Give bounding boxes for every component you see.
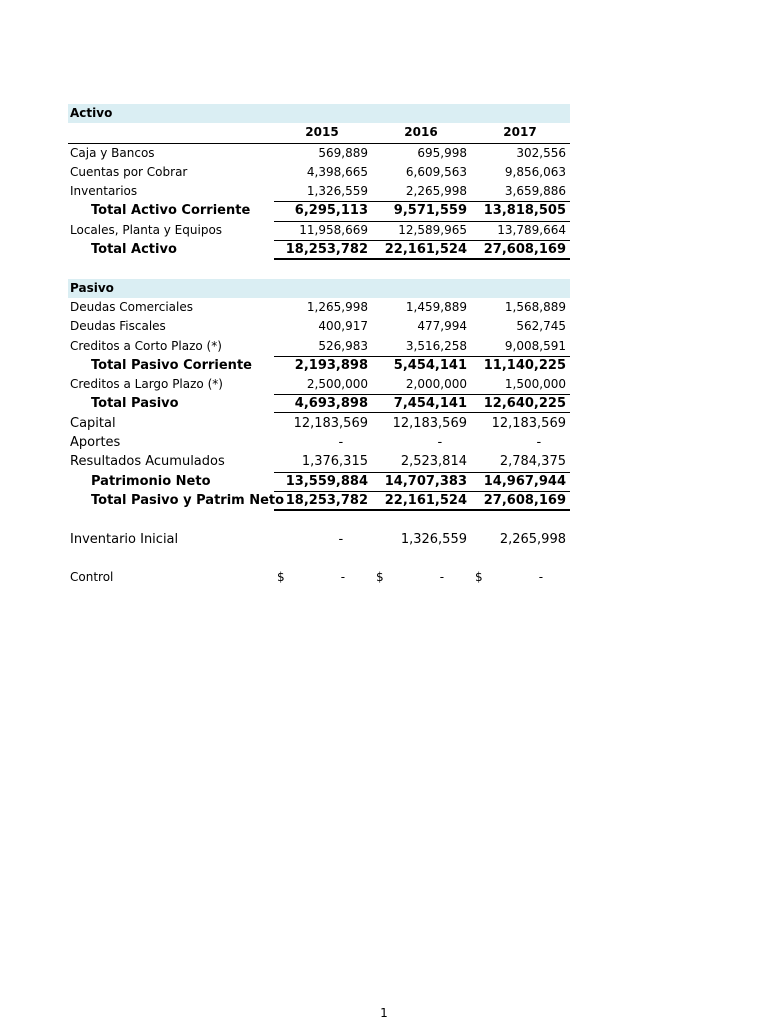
cell-2015: 1,326,559 [306, 184, 368, 199]
cell-2015: 18,253,782 [285, 242, 368, 258]
cell-2015: 12,183,569 [293, 415, 368, 431]
table-row-control [68, 568, 570, 587]
section-header-activo [68, 104, 570, 123]
table-row-total-activo-corriente [68, 201, 570, 220]
section-header-pasivo [68, 279, 570, 298]
table-row-total-activo [68, 240, 570, 259]
row-label: Deudas Comerciales [70, 299, 193, 314]
cell-2017: 13,818,505 [483, 203, 566, 219]
cell-2017: 3,659,886 [504, 184, 566, 199]
cell-2016: 14,707,383 [384, 473, 467, 489]
table-row-aportes [68, 433, 570, 452]
cell-2017: 12,183,569 [491, 415, 566, 431]
table-row-inventarios [68, 182, 570, 201]
row-label: Locales, Planta y Equipos [70, 222, 223, 237]
dash: - [437, 435, 443, 451]
table-row-inventario-inicial [68, 530, 570, 549]
row-label: Creditos a Corto Plazo (*) [70, 338, 222, 353]
cell-2017: 12,640,225 [483, 396, 566, 412]
cell-2015: 2,193,898 [294, 357, 368, 373]
year-2017: 2017 [503, 125, 537, 140]
row-label: Deudas Fiscales [70, 319, 166, 334]
cell-2015: 400,917 [318, 319, 368, 334]
table-row-cuentas-cobrar [68, 163, 570, 182]
cell-2015: 526,983 [318, 338, 368, 353]
cell-2016: 1,459,889 [405, 299, 467, 314]
table-row-total-pasivo [68, 394, 570, 413]
cell-2015: 4,398,665 [306, 164, 368, 179]
cell-2016: 2,265,998 [405, 184, 467, 199]
table-row-resultados-acumulados [68, 452, 570, 471]
row-label: Capital [70, 415, 116, 431]
table-row-locales-planta [68, 221, 570, 240]
row-label: Total Pasivo [91, 396, 179, 412]
cell-2017 [470, 433, 566, 452]
cell-2017: 9,856,063 [504, 164, 566, 179]
table-row-total-pasivo-patrim [68, 491, 570, 510]
year-2016: 2016 [404, 125, 438, 140]
cell-2017: 14,967,944 [483, 473, 566, 489]
cell-2015: 4,693,898 [294, 396, 368, 412]
cell-2016: 22,161,524 [384, 242, 467, 258]
dash: - [338, 531, 344, 547]
cell-2016: 9,571,559 [393, 203, 467, 219]
cell-2017: 9,008,591 [504, 338, 566, 353]
cell-2016: 5,454,141 [393, 357, 467, 373]
cell-2016 [371, 568, 467, 587]
year-header-row [68, 123, 570, 143]
cell-2017: 11,140,225 [483, 357, 566, 373]
cell-2015: 2,500,000 [306, 377, 368, 392]
row-label: Patrimonio Neto [91, 473, 211, 489]
cell-2016 [371, 433, 467, 452]
dash: - [340, 570, 346, 585]
cell-2017 [470, 568, 566, 587]
cell-2015: 18,253,782 [285, 492, 368, 508]
cell-2015: 569,889 [318, 145, 368, 160]
dash: - [439, 570, 445, 585]
row-label: Control [70, 570, 114, 585]
section-title: Pasivo [70, 280, 114, 295]
table-row-total-pasivo-corriente [68, 356, 570, 375]
dash: - [538, 570, 544, 585]
cell-2016: 22,161,524 [384, 492, 467, 508]
cell-2015: 11,958,669 [299, 222, 368, 237]
cell-2017: 27,608,169 [483, 492, 566, 508]
cell-2016: 695,998 [417, 145, 467, 160]
row-label: Resultados Acumulados [70, 454, 225, 470]
table-row-capital [68, 414, 570, 433]
balance-sheet [68, 104, 570, 587]
cell-2016: 2,000,000 [405, 377, 467, 392]
cell-2017: 13,789,664 [497, 222, 566, 237]
table-row-creditos-corto-plazo [68, 337, 570, 356]
row-label: Cuentas por Cobrar [70, 164, 188, 179]
row-label: Aportes [70, 435, 121, 451]
page-number: 1 [380, 1006, 388, 1020]
spacer [68, 259, 570, 278]
cell-2017: 2,784,375 [499, 454, 566, 470]
spacer [68, 510, 570, 529]
cell-2017: 27,608,169 [483, 242, 566, 258]
row-label: Inventarios [70, 184, 138, 199]
cell-2015: 13,559,884 [285, 473, 368, 489]
cell-2016: 477,994 [417, 319, 467, 334]
cell-2017: 2,265,998 [499, 531, 566, 547]
table-row-patrimonio-neto [68, 472, 570, 491]
year-2015: 2015 [305, 125, 339, 140]
table-row-deudas-comerciales [68, 298, 570, 317]
row-label: Total Activo Corriente [91, 203, 251, 219]
row-label: Inventario Inicial [70, 531, 179, 547]
cell-2017: 1,500,000 [504, 377, 566, 392]
currency-symbol: $ [277, 570, 285, 585]
cell-2015: 1,265,998 [306, 299, 368, 314]
row-label: Caja y Bancos [70, 145, 155, 160]
cell-2015: 1,376,315 [301, 454, 368, 470]
cell-2016: 12,589,965 [398, 222, 467, 237]
row-label: Creditos a Largo Plazo (*) [70, 377, 223, 392]
table-row-deudas-fiscales [68, 317, 570, 336]
currency-symbol: $ [376, 570, 384, 585]
cell-2017: 1,568,889 [504, 299, 566, 314]
table-row-caja-bancos [68, 144, 570, 163]
table-row-creditos-largo-plazo [68, 375, 570, 394]
cell-2015: 6,295,113 [294, 203, 368, 219]
cell-2016: 7,454,141 [393, 396, 467, 412]
row-label: Total Pasivo Corriente [91, 357, 252, 373]
cell-2016: 6,609,563 [405, 164, 467, 179]
cell-2017: 302,556 [516, 145, 566, 160]
section-title: Activo [70, 106, 113, 120]
cell-2015 [272, 433, 368, 452]
cell-2016: 2,523,814 [400, 454, 467, 470]
row-label: Total Activo [91, 242, 177, 258]
row-label: Total Pasivo y Patrim Neto [91, 492, 285, 508]
dash: - [536, 435, 542, 451]
cell-2016: 12,183,569 [392, 415, 467, 431]
currency-symbol: $ [475, 570, 483, 585]
cell-2016: 3,516,258 [405, 338, 467, 353]
dash: - [338, 435, 344, 451]
cell-2015 [272, 568, 368, 587]
cell-2017: 562,745 [516, 319, 566, 334]
cell-2015 [272, 530, 368, 549]
spacer [68, 549, 570, 568]
cell-2016: 1,326,559 [400, 531, 467, 547]
